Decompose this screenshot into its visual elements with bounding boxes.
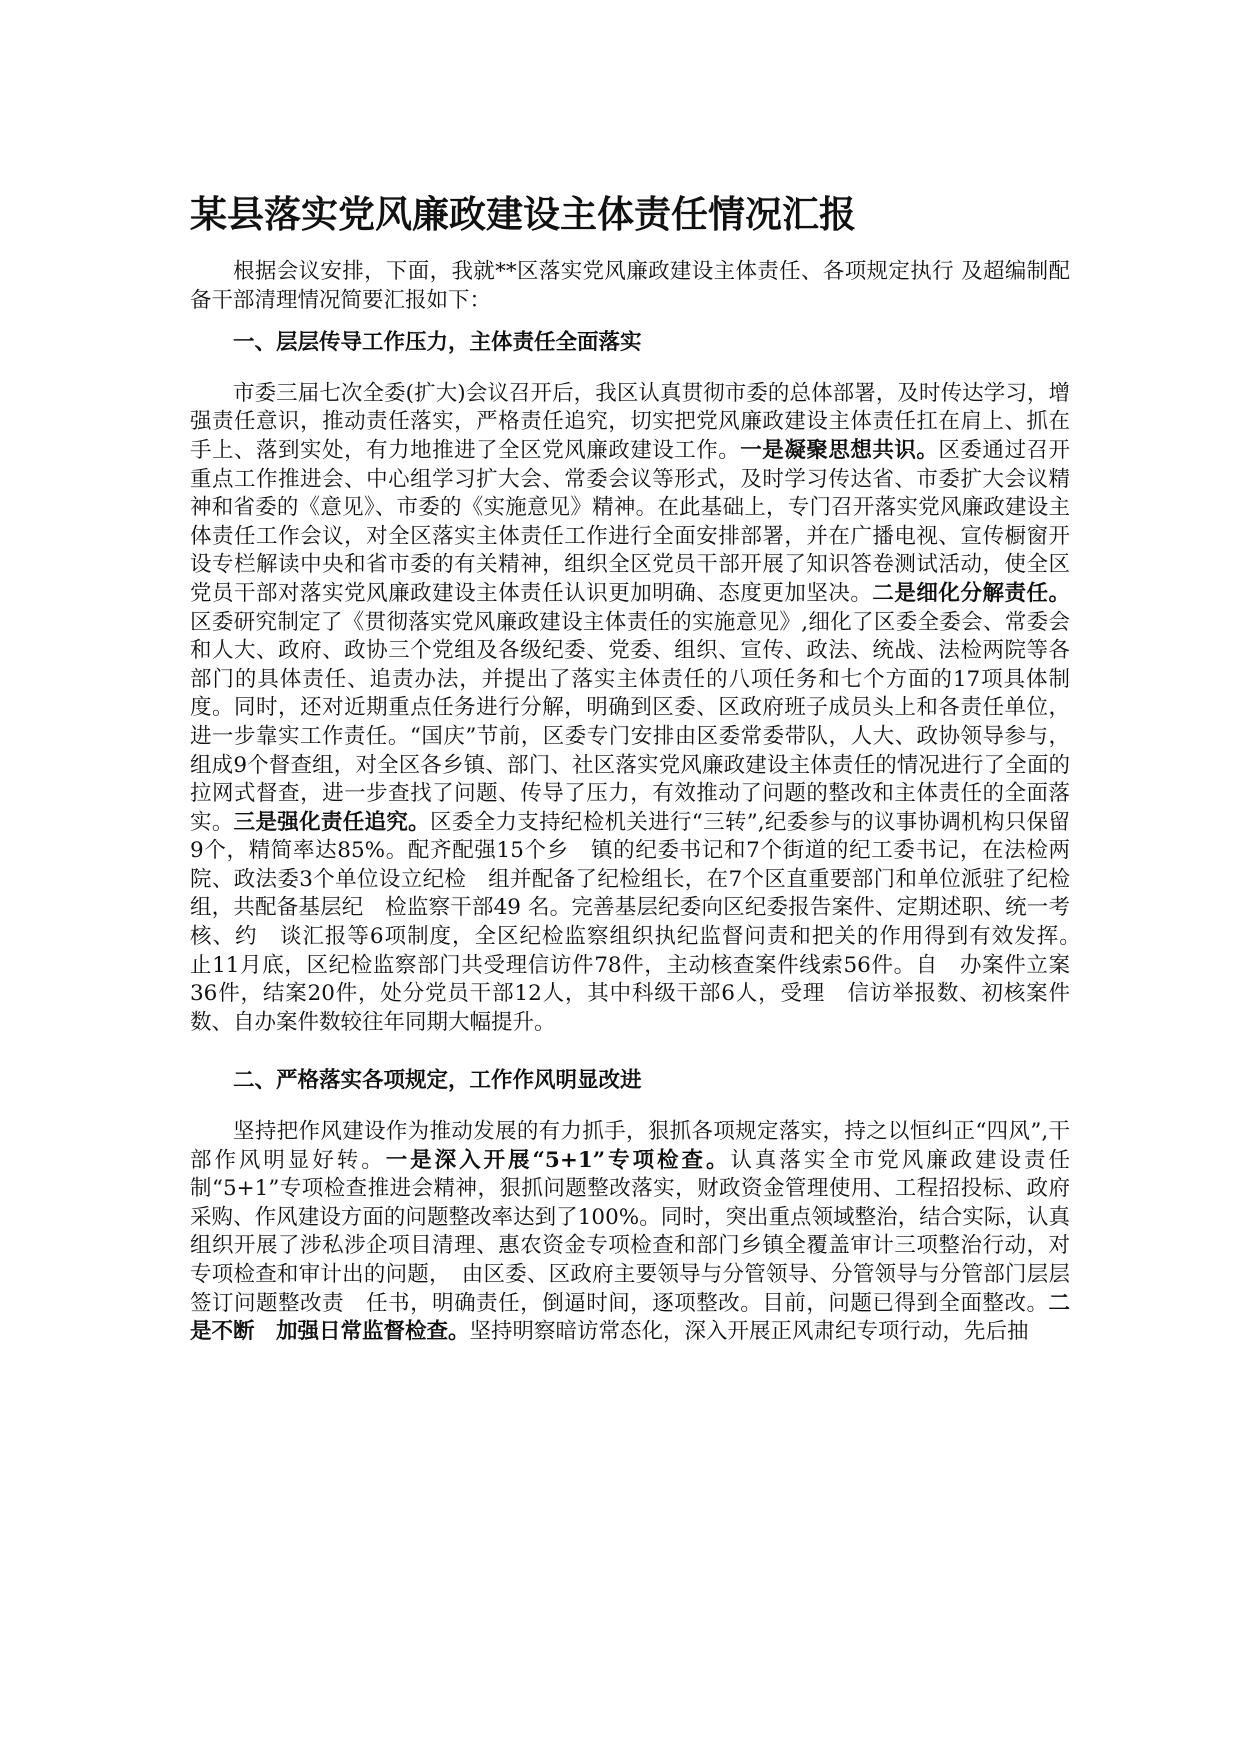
- section1-point-3: 三是强化责任追究。: [233, 809, 430, 835]
- section1-text-c: 区委研究制定了《贯彻落实党风廉政建设主体责任的实施意见》,细化了区委全委会、常委会和人大、政府、政协三个党组及各级纪委、党委、组织、宣传、政法、统战、法检两院等各部门的具体责任、追责办法，并提出了落实主体责任的八项任务和七个方面的17项具体制度。同时，还对近期重点任务进行分解，明确到区委、区政府班子成员头上和各责任单位，进一步靠实工作责任。“国庆”节前，区委专门安排由区委常委带队，人大、政协领导参与，组成9个督查组，对全区各乡镇、部门、社区落实党风廉政建设主体责任的情况进行了全面的拉网式督查，进一步查找了问题、传导了压力，有效推动了问题的整改和主体责任的全面落实。: [190, 609, 1070, 835]
- section2-text-b: 认真落实全市党风廉政建设责任制“5+1”专项检查推进会精神，狠抓问题整改落实，财政资金管理使用、工程招投标、政府采购、作风建设方面的问题整改率达到了100%。同时，突出重点领域整治，结合实际，认真组织开展了涉私涉企项目清理、惠农资金专项检查和部门乡镇全覆盖审计三项整治行动，对专项检查和审计出的问题， 由区委、区政府主要领导与分管领导、分管领导与分管部门层层签订问题整改责 任书，明确责任，倒逼时间，逐项整改。目前，问题已得到全面整改。: [190, 1147, 1070, 1316]
- section1-text-d: 区委全力支持纪检机关进行“三转”,纪委参与的议事协调机构只保留9个，精简率达85%。配齐配强15个乡 镇的纪委书记和7个街道的纪工委书记，在法检两院、政法委3个单位设立纪检 组并配备了纪检组长，在7个区直重要部门和单位派驻了纪检组，共配备基层纪 检监察干部49 名。完善基层纪委向区纪委报告案件、定期述职、统一考核、约 谈汇报等6项制度，全区纪检监察组织执纪监督问责和把关的作用得到有效发挥。 止11月底，区纪检监察部门共受理信访件78件，主动核查案件线索56件。自 办案件立案36件，结案20件，处分党员干部12人，其中科级干部6人，受理 信访举报数、初核案件数、自办案件数较往年同期大幅提升。: [190, 809, 1092, 1035]
- section2-heading: 二、严格落实各项规定，工作作风明显改进: [233, 1068, 642, 1094]
- section2-text-a: 坚持把作风建设作为推动发展的有力抓手，狠抓各项规定落实，持之以恒纠正“四风”,干部作风明显好转。: [190, 1119, 1070, 1173]
- section1-point-2: 二是细化分解责任。: [872, 580, 1070, 606]
- intro-paragraph: 根据会议安排，下面，我就**区落实党风廉政建设主体责任、各项规定执行 及超编制配备干部清理情况简要汇报如下：: [190, 259, 1070, 313]
- section1-text-a: 市委三届七次全委(扩大)会议召开后，我区认真贯彻市委的总体部署，及时传达学习，增强责任意识，推动责任落实，严格责任追究，切实把党风廉政建设主体责任扛在肩上、抓在手上、落到实处，有力地推进了全区党风廉政建设工作。: [190, 380, 1070, 463]
- section1-paragraph: [190, 380, 1092, 1038]
- section1-heading: 一、层层传导工作压力，主体责任全面落实: [233, 330, 642, 356]
- section2-text-c: 坚持明察暗访常态化，深入开展正风肃纪专项行动，先后抽: [469, 1319, 1029, 1345]
- document-title: 某县落实党风廉政建设主体责任情况汇报: [190, 193, 856, 236]
- section2-point-2: 二是不断 加强日常监督检查。: [190, 1290, 1070, 1345]
- section2-point-1: 一是深入开展“5+1”专项检查。: [385, 1147, 731, 1173]
- section1-point-1: 一是凝聚思想共识。: [740, 437, 939, 463]
- section1-text-b: 区委通过召开重点工作推进会、中心组学习扩大会、常委会议等形式，及时学习传达省、市委扩大会议精神和省委的《意见》、市委的《实施意见》精神。在此基础上，专门召开落实党风廉政建设主体责任工作会议，对全区落实主体责任工作进行全面安排部署，并在广播电视、宣传橱窗开设专栏解读中央和省市委的有关精神，组织全区党员干部开展了知识答卷测试活动，使全区党员干部对落实党风廉政建设主体责任认识更加明确、态度更加坚决。: [190, 437, 1070, 606]
- document-page: [190, 190, 1092, 1347]
- section2-paragraph: [190, 1118, 1070, 1347]
